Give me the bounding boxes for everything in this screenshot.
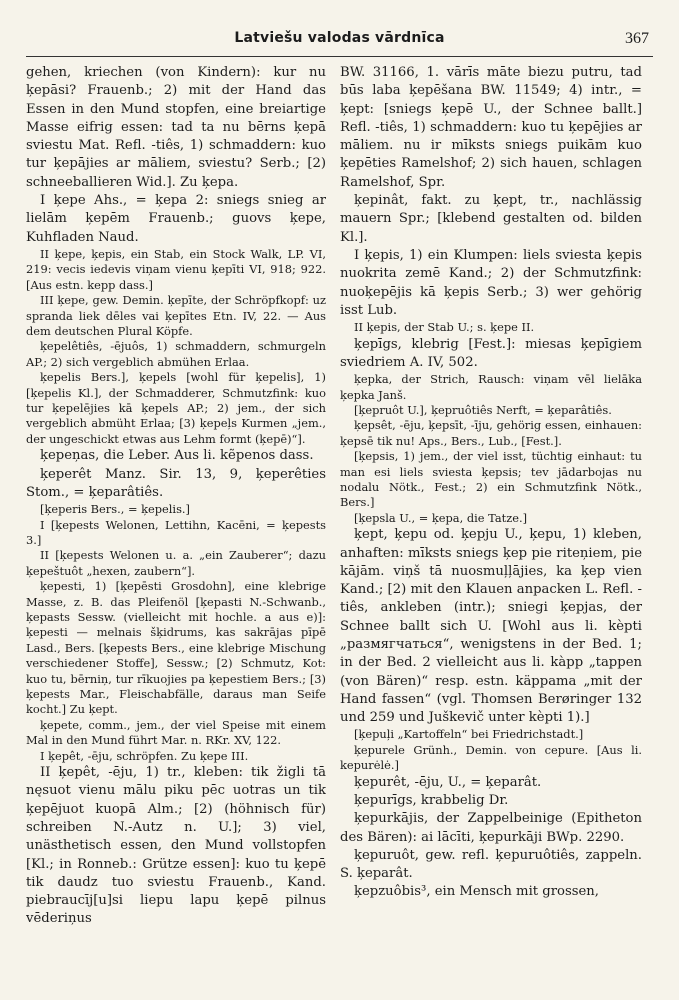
dictionary-entry: [ķepsla U., = ķepa, die Tatze.] (354, 510, 528, 525)
right-column (340, 64, 642, 984)
dictionary-entry: II [ķepests Welonen u. a. „ein Zauberer“; dazu ķepeštuôt „hexen, zaubern“]. (26, 548, 326, 578)
left-column (26, 64, 326, 984)
dictionary-entry: [ķepsis, 1) jem., der viel isst, tüchtig einhaut: tu man esi liels sviesta ķepsis; tev jādarbojas nu nodalu Nötk., Fest.; 2) ein Schmutzfink Nötk., Bers.] (340, 449, 642, 510)
dictionary-entry: I ķepis, 1) ein Klumpen: liels sviesta ķepis nuokrita zemē Kand.; 2) der Schmutzfink: nuoķepējis kā ķepis Serb.; 3) wer gehörig isst Lub. (340, 247, 642, 318)
dictionary-entry: ķepka, der Strich, Rausch: viņam vēl lielāka ķepka Janš. (340, 372, 642, 402)
dictionary-entry: [ķeperis Bers., = ķepelis.] (40, 502, 190, 517)
dictionary-entry: ķept, ķepu od. ķepju U., ķepu, 1) kleben, anhaften: mīksts sniegs ķep pie riteņiem, pie kājām. viņš tā nuosmuļļājies, ka ķep vien Kand.; [2) mit den Klauen anpacken L. Refl. -tiês, ankleben (intr.); sniegi ķepjas, der Schnee ballt sich U. [Wohl aus li. kèpti „размягчаться“, wenigstens in der Bed. 1; in der Bed. 2 vielleicht aus li. kàpp „tappen (von Bären)“ resp. estn. käppama „mit der Hand fassen“ (vgl. Thomsen Berøringer 132 und 259 und Juškevič unter kèpti 1).] (340, 527, 642, 726)
page-number: 367 (625, 30, 649, 47)
header-rule (26, 56, 653, 57)
page-header (26, 30, 653, 54)
dictionary-entry: ķepinât, fakt. zu ķept, tr., nachlässig mauern Spr.; [klebend gestalten od. bilden Kl.]. (340, 193, 642, 245)
dictionary-entry: ķepsêt, -ēju, ķepsīt, -īju, gehörig essen, einhauen: ķepsē tik nu! Aps., Bers., Lub., [Fest.]. (340, 418, 642, 448)
dictionary-entry: II ķepêt, -ēju, 1) tr., kleben: tik žigli tā nęsuot vienu mālu piku pēc uotras un tik ķepējuot kuopā Alm.; [2) (höhnisch für) schreiben N.-Autz n. U.]; 3) viel, unästhetisch essen, den Mund vollstopfen [Kl.; in Ronneb.: Grütze essen]: kuo tu ķepē tik daudz tuo sviestu Frauenb., Kand. piebraucīj[u]si liepu lapu ķepē pilnus vēderiņus (26, 765, 326, 927)
dictionary-entry: ķepeņas, die Leber. Aus li. kẽpenos dass. (40, 448, 314, 464)
dictionary-entry: I ķepe Ahs., = ķepa 2: sniegs snieg ar lielām ķepēm Frauenb.; guovs ķepe, Kuhfladen Naud. (26, 193, 326, 245)
dictionary-entry: ķepīgs, klebrig [Fest.]: miesas ķepīgiem sviedriem A. IV, 502. (340, 336, 642, 370)
dictionary-entry: III ķepe, gew. Demin. ķepīte, der Schröpfkopf: uz spranda liek dēles vai ķepītes Etn. IV, 22. — Aus dem deutschen Plural Köpfe. (26, 293, 326, 338)
dictionary-entry: gehen, kriechen (von Kindern): kur nu ķepāsi? Frauenb.; 2) mit der Hand das Essen in den Mund stopfen, eine breiartige Masse eifrig essen: tad ta nu bērns ķepā sviestu Mat. Refl. -tiês, 1) schmaddern: kuo tur ķepājies ar māliem, sviestu? Serb.; [2) schneeballieren Wid.]. Zu ķepa. (26, 65, 326, 190)
dictionary-entry: II ķepis, der Stab U.; s. ķepe II. (354, 320, 535, 335)
dictionary-entry: II ķepe, ķepis, ein Stab, ein Stock Walk, LP. VI, 219: vecis iedevis viņam vienu ķepīti VI, 918; 922. [Aus estn. kepp dass.] (26, 246, 326, 292)
dictionary-entry: ķepurele Grünh., Demin. von cepure. [Aus li. kepurėlė.] (340, 742, 642, 773)
page-title: Latviešu valodas vārdnīca (234, 30, 445, 46)
dictionary-entry: ķeperêt Manz. Sir. 13, 9, ķeperêties Stom., = ķeparâtiês. (26, 466, 326, 500)
dictionary-entry: I ķepêt, -ēju, schröpfen. Zu ķepe III. (40, 748, 249, 763)
dictionary-entry: ķepurêt, -ēju, U., = ķeparât. (354, 774, 542, 790)
dictionary-entry: ķepuruôt, gew. refl. ķepuruôtiês, zappeln. S. ķeparât. (340, 847, 642, 882)
dictionary-entry: ķepzuôbis³, ein Mensch mit grossen, (354, 884, 599, 900)
dictionary-entry: [ķepuļi „Kartoffeln“ bei Friedrichstadt.] (354, 727, 584, 742)
dictionary-entry: ķepesti, 1) [ķepēsti Grosdohn], eine klebrige Masse, z. B. das Pleifenöl [ķepasti N.-Schwanb., ķepasts Sessw. (vielleicht mit hochle. a aus e)]: ķepesti — melnais šķidrums, kas sakrājas pīpē Lasd., Bers. [ķepests Bers., eine klebrige Mischung verschiedener Stoffe], Sessw.; [2) Schmutz, Kot: kuo tu, bērniņ, tur rīkuojies pa ķepestiem Bers.; [3) ķepests Mar., Fleischabfälle, daraus man Seife kocht.] Zu ķept. (26, 579, 326, 717)
dictionary-entry: ķepete, comm., jem., der viel Speise mit einem Mal in den Mund führt Mar. n. RKr. XV, 122. (26, 717, 326, 748)
dictionary-entry: ķepurīgs, krabbelig Dr. (354, 793, 509, 808)
dictionary-entry: [ķepruôt U.], ķepruôtiês Nerft, = ķeparâtiês. (354, 402, 612, 417)
dictionary-entry: ķepelêtiês, -ējuôs, 1) schmaddern, schmurgeln AP.; 2) sich vergeblich abmühen Erlaa. (26, 339, 326, 369)
dictionary-entry: BW. 31166, 1. vārīs māte biezu putru, tad būs laba ķepēšana BW. 11549; 4) intr., = ķept: [sniegs ķepē U., der Schnee ballt.] Refl. -tiês, 1) schmaddern: kuo tu ķepējies ar māliem. nu ir mīksts sniegs puikām kuo ķepēties Ramelshof; 2) sich hauen, schlagen Ramelshof, Spr. (340, 65, 642, 190)
dictionary-entry: I [ķepests Welonen, Lettihn, Kacēni, = ķepests 3.] (26, 517, 326, 547)
dictionary-entry: ķepurkājis, der Zappelbeinige (Epitheton des Bären): ai lācīti, ķepurkāji BWp. 2290. (340, 811, 642, 845)
dictionary-entry: ķepelis Bers.], ķepels [wohl für ķepelis], 1) [ķepelis Kl.], der Schmadderer, Schmutzfink: kuo tur ķepelējies kā ķepels AP.; 2) jem., der sich vergeblich abmüht Erlaa; [3) ķepeļs Kurmen „jem., der ungeschickt etwas aus Lehm formt (ķepē)“]. (26, 370, 326, 446)
